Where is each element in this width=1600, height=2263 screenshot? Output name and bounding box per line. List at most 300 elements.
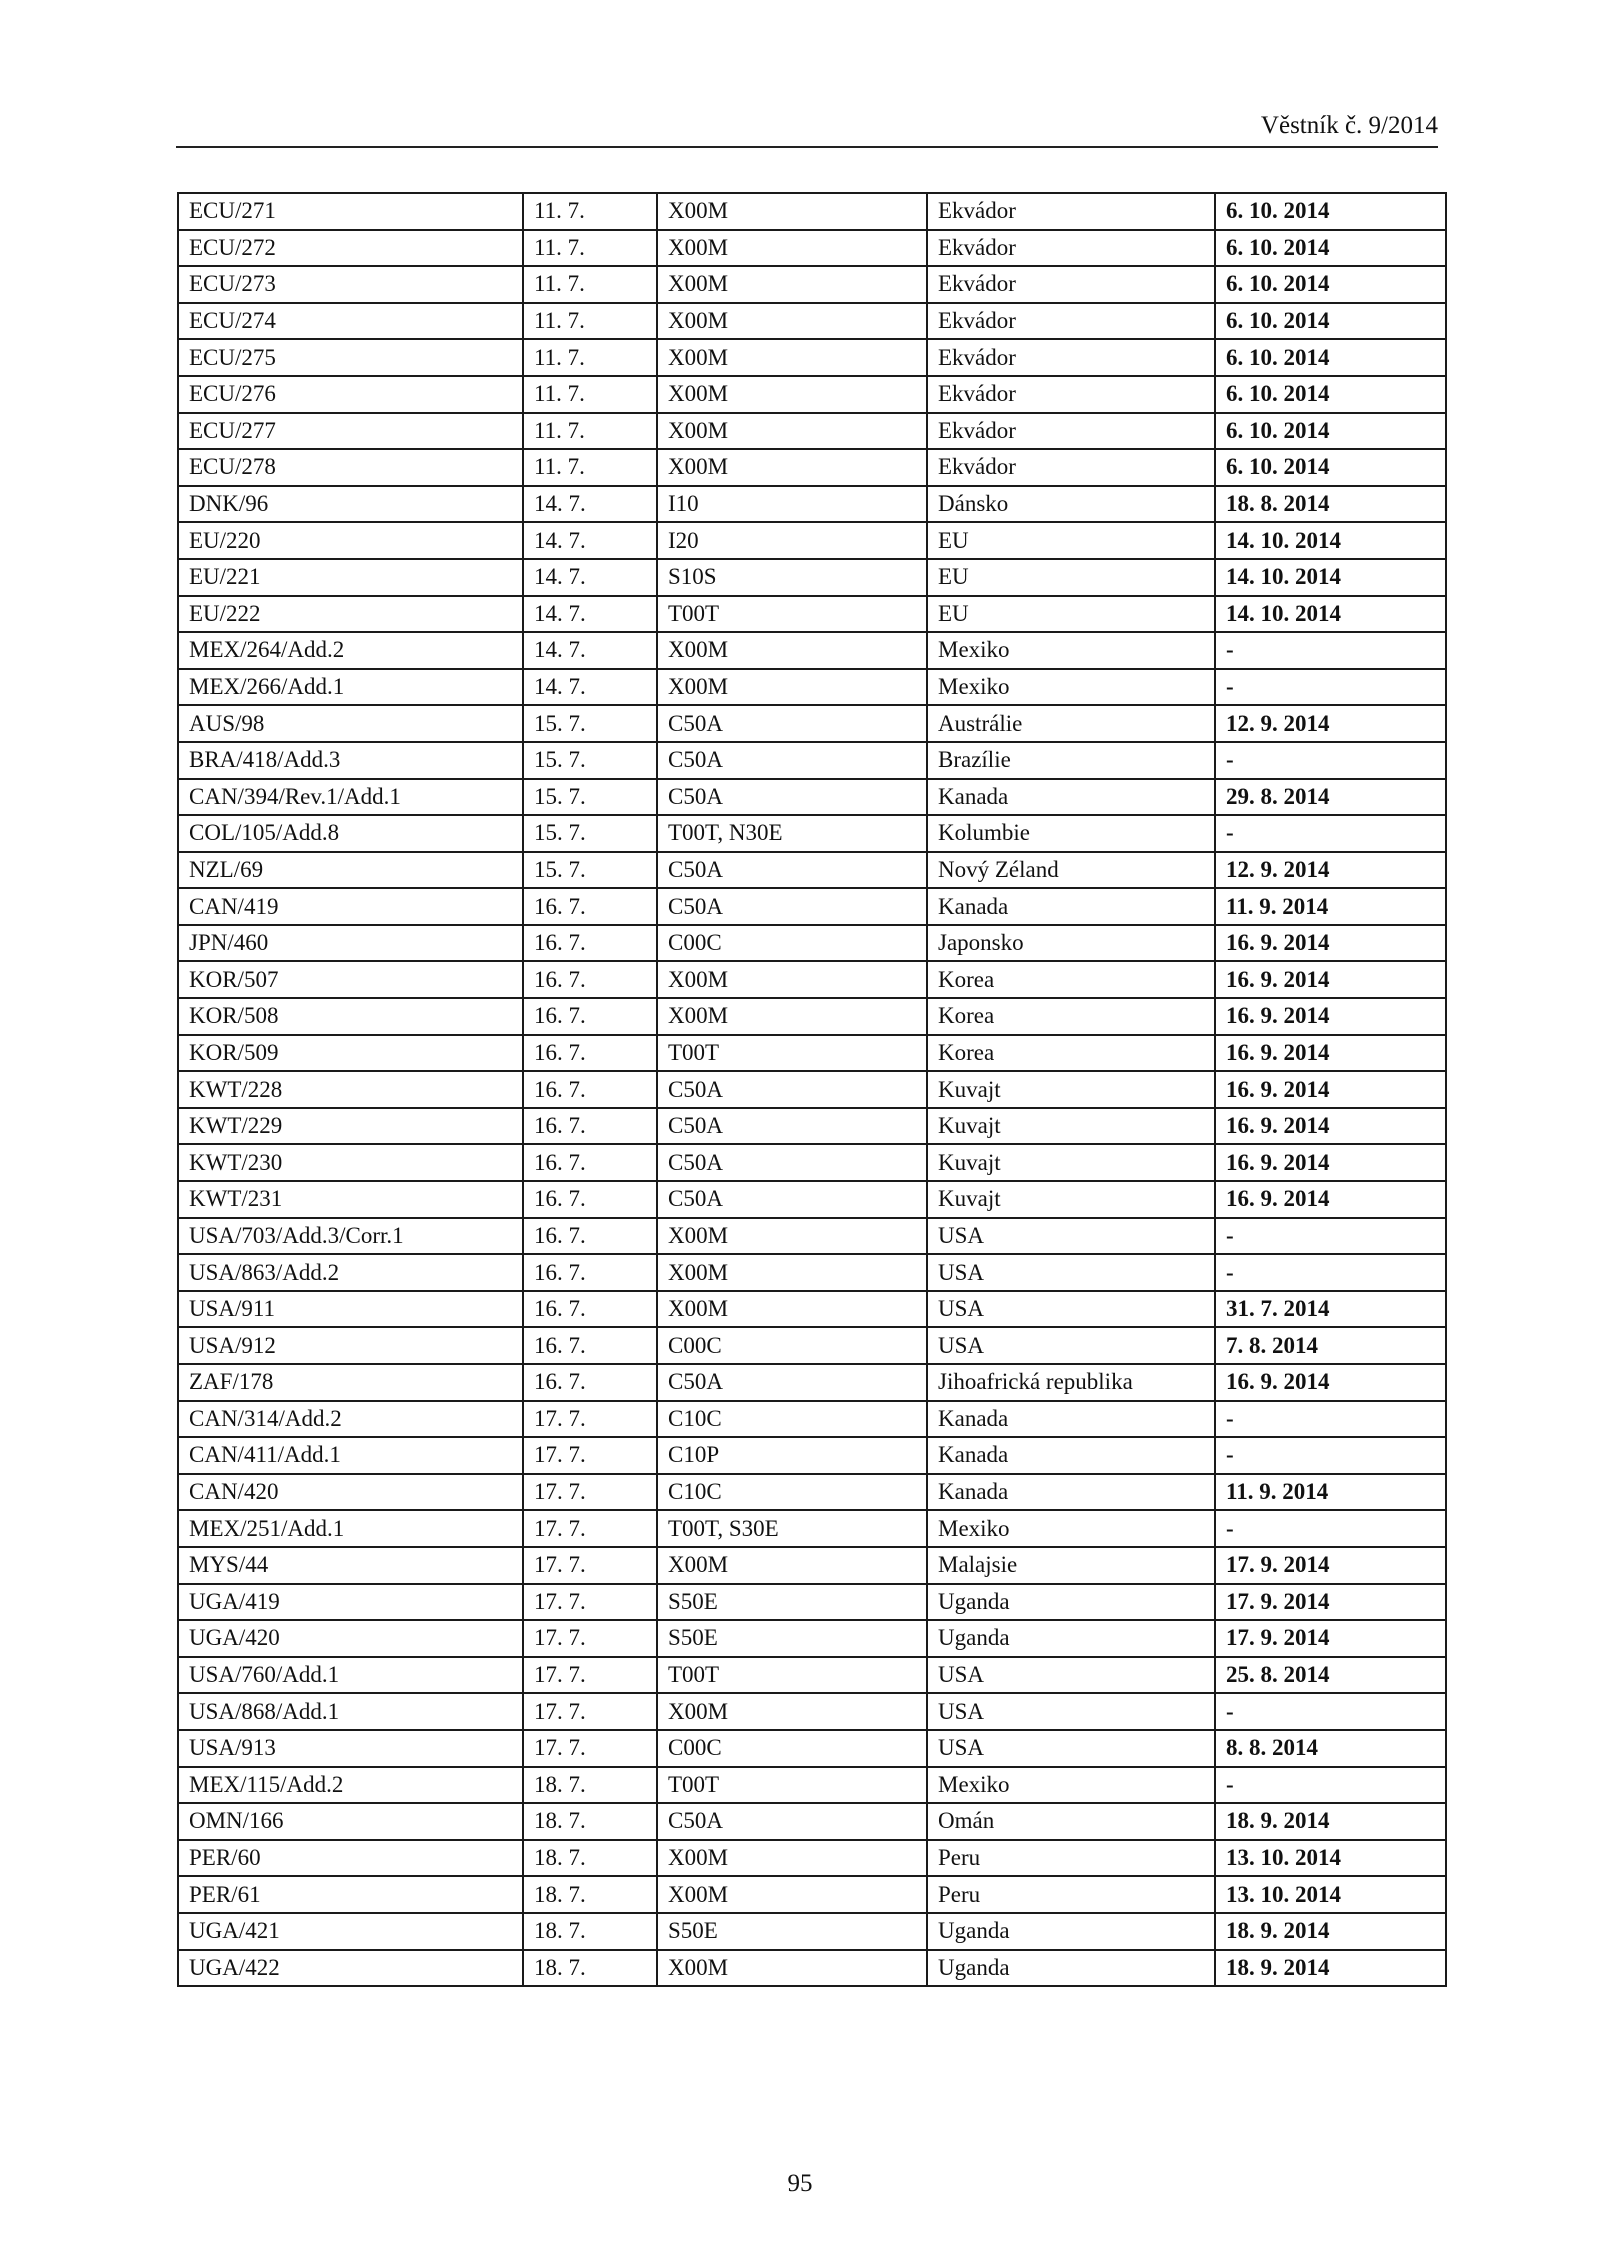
cell-notification-date: 17. 7.: [523, 1547, 657, 1584]
cell-deadline-date: 16. 9. 2014: [1215, 961, 1446, 998]
cell-deadline-date: -: [1215, 815, 1446, 852]
cell-code: X00M: [657, 998, 927, 1035]
cell-code: C10C: [657, 1401, 927, 1438]
cell-country: Nový Zéland: [927, 852, 1215, 889]
cell-notification-date: 16. 7.: [523, 1108, 657, 1145]
table-row: [178, 1071, 1446, 1108]
cell-notification-date: 16. 7.: [523, 1218, 657, 1255]
cell-code: C50A: [657, 1181, 927, 1218]
table-row: [178, 339, 1446, 376]
cell-code: C50A: [657, 1108, 927, 1145]
table-row: [178, 596, 1446, 633]
cell-code: C50A: [657, 888, 927, 925]
cell-notification-date: 11. 7.: [523, 230, 657, 267]
cell-deadline-date: 13. 10. 2014: [1215, 1876, 1446, 1913]
table-row: [178, 1144, 1446, 1181]
table-row: [178, 852, 1446, 889]
cell-deadline-date: 18. 8. 2014: [1215, 486, 1446, 523]
cell-code: C50A: [657, 1071, 927, 1108]
table-row: [178, 632, 1446, 669]
cell-deadline-date: 14. 10. 2014: [1215, 559, 1446, 596]
cell-notification-date: 14. 7.: [523, 632, 657, 669]
cell-country: Ekvádor: [927, 230, 1215, 267]
cell-code: I10: [657, 486, 927, 523]
cell-code: T00T: [657, 1035, 927, 1072]
cell-code: X00M: [657, 1547, 927, 1584]
table-row: [178, 1547, 1446, 1584]
cell-code: C00C: [657, 925, 927, 962]
cell-country: Ekvádor: [927, 303, 1215, 340]
cell-code: C10C: [657, 1474, 927, 1511]
cell-notification-date: 11. 7.: [523, 339, 657, 376]
cell-deadline-date: 16. 9. 2014: [1215, 998, 1446, 1035]
cell-code: S50E: [657, 1913, 927, 1950]
cell-notification-date: 15. 7.: [523, 852, 657, 889]
cell-code: X00M: [657, 193, 927, 230]
cell-code: S50E: [657, 1584, 927, 1621]
cell-country: Omán: [927, 1803, 1215, 1840]
cell-deadline-date: 17. 9. 2014: [1215, 1584, 1446, 1621]
cell-deadline-date: 12. 9. 2014: [1215, 705, 1446, 742]
cell-document-code: USA/868/Add.1: [178, 1693, 523, 1730]
cell-country: Austrálie: [927, 705, 1215, 742]
cell-notification-date: 11. 7.: [523, 303, 657, 340]
table-row: [178, 376, 1446, 413]
cell-code: S50E: [657, 1620, 927, 1657]
cell-deadline-date: -: [1215, 1254, 1446, 1291]
cell-notification-date: 14. 7.: [523, 559, 657, 596]
cell-notification-date: 16. 7.: [523, 998, 657, 1035]
cell-deadline-date: 11. 9. 2014: [1215, 888, 1446, 925]
cell-deadline-date: -: [1215, 1510, 1446, 1547]
cell-country: Peru: [927, 1840, 1215, 1877]
cell-document-code: ECU/275: [178, 339, 523, 376]
table-row: [178, 742, 1446, 779]
cell-document-code: USA/912: [178, 1327, 523, 1364]
cell-document-code: BRA/418/Add.3: [178, 742, 523, 779]
cell-country: USA: [927, 1254, 1215, 1291]
cell-notification-date: 15. 7.: [523, 742, 657, 779]
cell-country: Kuvajt: [927, 1071, 1215, 1108]
cell-code: X00M: [657, 1950, 927, 1987]
cell-country: EU: [927, 559, 1215, 596]
cell-document-code: KOR/509: [178, 1035, 523, 1072]
cell-deadline-date: -: [1215, 1218, 1446, 1255]
cell-deadline-date: 6. 10. 2014: [1215, 303, 1446, 340]
cell-code: C50A: [657, 1144, 927, 1181]
cell-notification-date: 16. 7.: [523, 1071, 657, 1108]
cell-document-code: COL/105/Add.8: [178, 815, 523, 852]
cell-deadline-date: 18. 9. 2014: [1215, 1950, 1446, 1987]
cell-notification-date: 17. 7.: [523, 1693, 657, 1730]
cell-deadline-date: -: [1215, 1767, 1446, 1804]
cell-notification-date: 17. 7.: [523, 1584, 657, 1621]
cell-deadline-date: 25. 8. 2014: [1215, 1657, 1446, 1694]
cell-document-code: USA/703/Add.3/Corr.1: [178, 1218, 523, 1255]
table-row: [178, 486, 1446, 523]
cell-document-code: CAN/394/Rev.1/Add.1: [178, 779, 523, 816]
cell-country: Kanada: [927, 888, 1215, 925]
cell-code: T00T, S30E: [657, 1510, 927, 1547]
cell-notification-date: 17. 7.: [523, 1510, 657, 1547]
cell-deadline-date: 17. 9. 2014: [1215, 1620, 1446, 1657]
cell-document-code: KWT/228: [178, 1071, 523, 1108]
cell-document-code: ZAF/178: [178, 1364, 523, 1401]
cell-deadline-date: 7. 8. 2014: [1215, 1327, 1446, 1364]
cell-country: Ekvádor: [927, 193, 1215, 230]
cell-document-code: KOR/507: [178, 961, 523, 998]
table-row: [178, 1584, 1446, 1621]
cell-code: T00T, N30E: [657, 815, 927, 852]
cell-notification-date: 17. 7.: [523, 1657, 657, 1694]
cell-document-code: USA/863/Add.2: [178, 1254, 523, 1291]
cell-notification-date: 15. 7.: [523, 815, 657, 852]
cell-country: EU: [927, 522, 1215, 559]
table-row: [178, 669, 1446, 706]
cell-country: Ekvádor: [927, 449, 1215, 486]
cell-country: Kanada: [927, 1437, 1215, 1474]
cell-code: C00C: [657, 1730, 927, 1767]
cell-code: X00M: [657, 669, 927, 706]
cell-country: Kanada: [927, 779, 1215, 816]
cell-deadline-date: 18. 9. 2014: [1215, 1803, 1446, 1840]
cell-code: C50A: [657, 852, 927, 889]
cell-deadline-date: -: [1215, 1693, 1446, 1730]
cell-code: S10S: [657, 559, 927, 596]
cell-document-code: CAN/314/Add.2: [178, 1401, 523, 1438]
table-row: [178, 1218, 1446, 1255]
table-row: [178, 522, 1446, 559]
cell-document-code: ECU/276: [178, 376, 523, 413]
table-row: [178, 888, 1446, 925]
table-row: [178, 193, 1446, 230]
notification-table: [177, 192, 1447, 1987]
cell-notification-date: 16. 7.: [523, 1254, 657, 1291]
cell-country: USA: [927, 1291, 1215, 1328]
cell-deadline-date: 29. 8. 2014: [1215, 779, 1446, 816]
cell-notification-date: 15. 7.: [523, 705, 657, 742]
cell-country: Mexiko: [927, 669, 1215, 706]
table-row: [178, 1730, 1446, 1767]
cell-code: X00M: [657, 266, 927, 303]
cell-country: Ekvádor: [927, 413, 1215, 450]
cell-country: USA: [927, 1730, 1215, 1767]
cell-deadline-date: 12. 9. 2014: [1215, 852, 1446, 889]
cell-document-code: OMN/166: [178, 1803, 523, 1840]
cell-document-code: ECU/272: [178, 230, 523, 267]
cell-country: Korea: [927, 961, 1215, 998]
cell-code: X00M: [657, 1291, 927, 1328]
cell-code: C50A: [657, 742, 927, 779]
cell-country: Korea: [927, 998, 1215, 1035]
table-row: [178, 1364, 1446, 1401]
cell-deadline-date: 6. 10. 2014: [1215, 339, 1446, 376]
cell-code: C50A: [657, 1803, 927, 1840]
cell-notification-date: 16. 7.: [523, 888, 657, 925]
cell-document-code: USA/911: [178, 1291, 523, 1328]
cell-code: X00M: [657, 632, 927, 669]
cell-notification-date: 16. 7.: [523, 1327, 657, 1364]
cell-country: Kuvajt: [927, 1181, 1215, 1218]
cell-document-code: NZL/69: [178, 852, 523, 889]
cell-notification-date: 14. 7.: [523, 596, 657, 633]
cell-deadline-date: 6. 10. 2014: [1215, 449, 1446, 486]
cell-notification-date: 14. 7.: [523, 669, 657, 706]
cell-deadline-date: 14. 10. 2014: [1215, 596, 1446, 633]
cell-notification-date: 16. 7.: [523, 1144, 657, 1181]
cell-notification-date: 17. 7.: [523, 1474, 657, 1511]
table-row: [178, 1035, 1446, 1072]
cell-country: Ekvádor: [927, 339, 1215, 376]
cell-document-code: KWT/231: [178, 1181, 523, 1218]
page-header: [176, 108, 1438, 148]
cell-deadline-date: 6. 10. 2014: [1215, 266, 1446, 303]
table-row: [178, 1108, 1446, 1145]
cell-notification-date: 18. 7.: [523, 1876, 657, 1913]
cell-deadline-date: 6. 10. 2014: [1215, 193, 1446, 230]
cell-notification-date: 18. 7.: [523, 1840, 657, 1877]
cell-country: Peru: [927, 1876, 1215, 1913]
table-row: [178, 230, 1446, 267]
cell-country: Japonsko: [927, 925, 1215, 962]
cell-document-code: EU/221: [178, 559, 523, 596]
cell-deadline-date: 6. 10. 2014: [1215, 230, 1446, 267]
cell-document-code: UGA/422: [178, 1950, 523, 1987]
cell-country: Kuvajt: [927, 1108, 1215, 1145]
cell-deadline-date: 8. 8. 2014: [1215, 1730, 1446, 1767]
cell-code: C10P: [657, 1437, 927, 1474]
cell-deadline-date: -: [1215, 632, 1446, 669]
cell-notification-date: 17. 7.: [523, 1730, 657, 1767]
cell-code: X00M: [657, 339, 927, 376]
cell-document-code: PER/61: [178, 1876, 523, 1913]
table-row: [178, 1437, 1446, 1474]
cell-document-code: ECU/274: [178, 303, 523, 340]
table-row: [178, 998, 1446, 1035]
cell-code: X00M: [657, 1840, 927, 1877]
table-row: [178, 413, 1446, 450]
cell-country: Jihoafrická republika: [927, 1364, 1215, 1401]
cell-deadline-date: -: [1215, 742, 1446, 779]
cell-deadline-date: 16. 9. 2014: [1215, 1108, 1446, 1145]
cell-code: C50A: [657, 705, 927, 742]
table-row: [178, 1657, 1446, 1694]
cell-code: T00T: [657, 1657, 927, 1694]
cell-deadline-date: 16. 9. 2014: [1215, 1144, 1446, 1181]
cell-country: Ekvádor: [927, 376, 1215, 413]
page-number: 95: [787, 2170, 813, 2197]
cell-document-code: KWT/229: [178, 1108, 523, 1145]
table-row: [178, 303, 1446, 340]
cell-notification-date: 14. 7.: [523, 522, 657, 559]
cell-deadline-date: 14. 10. 2014: [1215, 522, 1446, 559]
cell-code: C50A: [657, 1364, 927, 1401]
cell-code: T00T: [657, 1767, 927, 1804]
cell-code: I20: [657, 522, 927, 559]
cell-code: X00M: [657, 1218, 927, 1255]
cell-code: X00M: [657, 230, 927, 267]
table-row: [178, 559, 1446, 596]
cell-country: USA: [927, 1327, 1215, 1364]
table-row: [178, 1693, 1446, 1730]
cell-notification-date: 16. 7.: [523, 1291, 657, 1328]
cell-deadline-date: 6. 10. 2014: [1215, 376, 1446, 413]
cell-notification-date: 17. 7.: [523, 1620, 657, 1657]
cell-deadline-date: 17. 9. 2014: [1215, 1547, 1446, 1584]
table-body: [178, 193, 1446, 1986]
cell-document-code: UGA/421: [178, 1913, 523, 1950]
cell-country: USA: [927, 1657, 1215, 1694]
cell-code: X00M: [657, 1254, 927, 1291]
cell-country: Kolumbie: [927, 815, 1215, 852]
cell-country: Uganda: [927, 1584, 1215, 1621]
cell-deadline-date: 16. 9. 2014: [1215, 1035, 1446, 1072]
cell-document-code: UGA/420: [178, 1620, 523, 1657]
cell-deadline-date: -: [1215, 1401, 1446, 1438]
cell-deadline-date: -: [1215, 1437, 1446, 1474]
cell-notification-date: 16. 7.: [523, 1181, 657, 1218]
table-row: [178, 1950, 1446, 1987]
cell-notification-date: 15. 7.: [523, 779, 657, 816]
table-row: [178, 1291, 1446, 1328]
cell-code: C00C: [657, 1327, 927, 1364]
cell-document-code: MEX/251/Add.1: [178, 1510, 523, 1547]
cell-document-code: ECU/278: [178, 449, 523, 486]
notification-table-container: [177, 192, 1445, 1987]
cell-code: X00M: [657, 1693, 927, 1730]
cell-code: C50A: [657, 779, 927, 816]
cell-country: Kanada: [927, 1401, 1215, 1438]
table-row: [178, 1474, 1446, 1511]
table-row: [178, 1803, 1446, 1840]
cell-country: Uganda: [927, 1913, 1215, 1950]
cell-notification-date: 11. 7.: [523, 413, 657, 450]
cell-code: X00M: [657, 376, 927, 413]
table-row: [178, 705, 1446, 742]
cell-code: X00M: [657, 449, 927, 486]
cell-notification-date: 14. 7.: [523, 486, 657, 523]
cell-document-code: EU/222: [178, 596, 523, 633]
cell-document-code: KOR/508: [178, 998, 523, 1035]
cell-deadline-date: 31. 7. 2014: [1215, 1291, 1446, 1328]
cell-deadline-date: 16. 9. 2014: [1215, 1071, 1446, 1108]
table-row: [178, 961, 1446, 998]
table-row: [178, 1620, 1446, 1657]
cell-country: Mexiko: [927, 1767, 1215, 1804]
table-row: [178, 1254, 1446, 1291]
table-row: [178, 1876, 1446, 1913]
cell-notification-date: 18. 7.: [523, 1950, 657, 1987]
cell-document-code: EU/220: [178, 522, 523, 559]
cell-document-code: CAN/411/Add.1: [178, 1437, 523, 1474]
cell-country: Kanada: [927, 1474, 1215, 1511]
cell-notification-date: 11. 7.: [523, 193, 657, 230]
table-row: [178, 925, 1446, 962]
cell-deadline-date: 16. 9. 2014: [1215, 1181, 1446, 1218]
cell-notification-date: 18. 7.: [523, 1913, 657, 1950]
cell-notification-date: 11. 7.: [523, 266, 657, 303]
cell-document-code: KWT/230: [178, 1144, 523, 1181]
table-row: [178, 266, 1446, 303]
cell-code: X00M: [657, 1876, 927, 1913]
cell-code: X00M: [657, 413, 927, 450]
cell-document-code: UGA/419: [178, 1584, 523, 1621]
table-row: [178, 1401, 1446, 1438]
cell-document-code: MEX/266/Add.1: [178, 669, 523, 706]
cell-notification-date: 11. 7.: [523, 376, 657, 413]
cell-country: Korea: [927, 1035, 1215, 1072]
table-row: [178, 1327, 1446, 1364]
cell-document-code: ECU/273: [178, 266, 523, 303]
cell-country: Uganda: [927, 1620, 1215, 1657]
cell-document-code: DNK/96: [178, 486, 523, 523]
table-row: [178, 1510, 1446, 1547]
table-row: [178, 1913, 1446, 1950]
cell-document-code: MEX/264/Add.2: [178, 632, 523, 669]
cell-country: USA: [927, 1693, 1215, 1730]
cell-country: Brazílie: [927, 742, 1215, 779]
cell-country: Mexiko: [927, 1510, 1215, 1547]
cell-country: Dánsko: [927, 486, 1215, 523]
cell-deadline-date: 16. 9. 2014: [1215, 925, 1446, 962]
cell-notification-date: 18. 7.: [523, 1803, 657, 1840]
cell-notification-date: 11. 7.: [523, 449, 657, 486]
cell-notification-date: 16. 7.: [523, 1035, 657, 1072]
cell-deadline-date: 16. 9. 2014: [1215, 1364, 1446, 1401]
table-row: [178, 779, 1446, 816]
cell-document-code: USA/760/Add.1: [178, 1657, 523, 1694]
cell-document-code: JPN/460: [178, 925, 523, 962]
cell-deadline-date: -: [1215, 669, 1446, 706]
cell-document-code: USA/913: [178, 1730, 523, 1767]
table-row: [178, 815, 1446, 852]
table-row: [178, 1840, 1446, 1877]
cell-notification-date: 18. 7.: [523, 1767, 657, 1804]
cell-country: Malajsie: [927, 1547, 1215, 1584]
cell-notification-date: 17. 7.: [523, 1401, 657, 1438]
cell-country: Kuvajt: [927, 1144, 1215, 1181]
cell-code: X00M: [657, 303, 927, 340]
cell-country: EU: [927, 596, 1215, 633]
cell-document-code: AUS/98: [178, 705, 523, 742]
cell-country: USA: [927, 1218, 1215, 1255]
header-title: Věstník č. 9/2014: [1260, 112, 1438, 139]
cell-code: X00M: [657, 961, 927, 998]
table-row: [178, 1767, 1446, 1804]
cell-document-code: ECU/277: [178, 413, 523, 450]
cell-notification-date: 16. 7.: [523, 961, 657, 998]
cell-document-code: MEX/115/Add.2: [178, 1767, 523, 1804]
table-row: [178, 449, 1446, 486]
cell-country: Ekvádor: [927, 266, 1215, 303]
cell-deadline-date: 6. 10. 2014: [1215, 413, 1446, 450]
cell-deadline-date: 13. 10. 2014: [1215, 1840, 1446, 1877]
cell-notification-date: 17. 7.: [523, 1437, 657, 1474]
cell-notification-date: 16. 7.: [523, 1364, 657, 1401]
cell-country: Uganda: [927, 1950, 1215, 1987]
cell-notification-date: 16. 7.: [523, 925, 657, 962]
cell-document-code: PER/60: [178, 1840, 523, 1877]
cell-document-code: MYS/44: [178, 1547, 523, 1584]
cell-deadline-date: 11. 9. 2014: [1215, 1474, 1446, 1511]
cell-code: T00T: [657, 596, 927, 633]
table-row: [178, 1181, 1446, 1218]
cell-country: Mexiko: [927, 632, 1215, 669]
cell-document-code: ECU/271: [178, 193, 523, 230]
cell-document-code: CAN/420: [178, 1474, 523, 1511]
cell-document-code: CAN/419: [178, 888, 523, 925]
cell-deadline-date: 18. 9. 2014: [1215, 1913, 1446, 1950]
